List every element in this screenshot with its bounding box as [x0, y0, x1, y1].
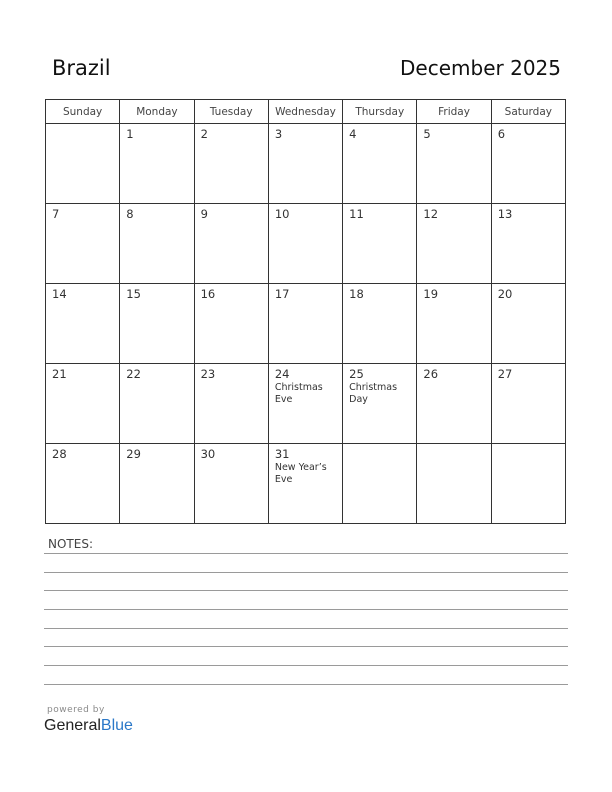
day-cell	[46, 124, 120, 204]
week-row	[46, 364, 566, 444]
note-line	[44, 590, 568, 591]
day-number: 1	[126, 127, 134, 141]
holiday-label: Christmas Day	[349, 382, 398, 405]
day-cell	[46, 364, 120, 444]
weekday-header: Sunday	[46, 100, 120, 124]
day-number: 27	[497, 367, 513, 381]
brand-name-part1: General	[44, 717, 101, 734]
weekday-header: Friday	[417, 100, 491, 124]
day-cell	[417, 444, 491, 524]
day-number: 12	[423, 207, 439, 221]
week-row	[46, 124, 566, 204]
day-cell	[491, 444, 565, 524]
weekday-header-row	[46, 100, 566, 124]
weekday-header: Wednesday	[268, 100, 342, 124]
day-number: 15	[126, 287, 141, 301]
powered-by-text: powered by	[47, 705, 105, 715]
day-number: 20	[497, 287, 513, 301]
day-cell	[417, 284, 491, 364]
day-number: 3	[274, 127, 283, 141]
day-cell	[46, 444, 120, 524]
day-cell	[120, 444, 194, 524]
weekday-header: Tuesday	[194, 100, 268, 124]
holiday-label: New Year’s Eve	[274, 462, 327, 485]
day-cell	[46, 204, 120, 284]
holiday-label: Christmas Eve	[274, 382, 323, 405]
day-cell	[343, 364, 417, 444]
day-number: 25	[349, 367, 364, 381]
notes-label: NOTES:	[48, 537, 93, 551]
day-number: 26	[423, 367, 439, 381]
day-cell	[120, 204, 194, 284]
day-cell	[491, 124, 565, 204]
note-line	[44, 684, 568, 685]
day-cell	[343, 284, 417, 364]
weekday-header: Saturday	[491, 100, 565, 124]
week-row	[46, 204, 566, 284]
country-title: Brazil	[52, 56, 111, 80]
day-number: 10	[274, 207, 290, 221]
note-line	[44, 628, 568, 629]
day-cell	[343, 204, 417, 284]
note-line	[44, 665, 568, 666]
day-cell	[491, 284, 565, 364]
day-number: 13	[497, 207, 513, 221]
note-line	[44, 572, 568, 573]
brand-logo	[44, 717, 133, 735]
day-cell	[268, 444, 342, 524]
day-cell	[268, 124, 342, 204]
weekday-header: Monday	[120, 100, 194, 124]
day-cell	[46, 284, 120, 364]
day-cell	[491, 204, 565, 284]
day-cell	[194, 364, 268, 444]
day-cell	[417, 204, 491, 284]
note-line	[44, 553, 568, 554]
note-line	[44, 609, 568, 610]
day-cell	[120, 284, 194, 364]
day-number: 2	[200, 127, 208, 141]
day-number: 18	[349, 287, 364, 301]
day-number: 11	[349, 207, 364, 221]
calendar-grid	[45, 99, 566, 524]
day-number: 19	[423, 287, 439, 301]
day-number: 21	[52, 367, 67, 381]
day-cell	[343, 444, 417, 524]
day-cell	[417, 364, 491, 444]
day-cell	[417, 124, 491, 204]
day-number: 14	[52, 287, 67, 301]
day-cell	[194, 284, 268, 364]
day-cell	[194, 124, 268, 204]
day-number: 22	[126, 367, 141, 381]
day-number: 29	[126, 447, 141, 461]
day-number: 9	[200, 207, 208, 221]
day-number: 17	[274, 287, 290, 301]
note-line	[44, 646, 568, 647]
week-row	[46, 444, 566, 524]
month-title: December 2025	[400, 56, 561, 80]
day-cell	[194, 444, 268, 524]
day-cell	[268, 204, 342, 284]
day-cell	[120, 364, 194, 444]
week-row	[46, 284, 566, 364]
day-number: 7	[52, 207, 60, 221]
day-number: 8	[126, 207, 134, 221]
day-number: 28	[52, 447, 67, 461]
day-number: 6	[497, 127, 506, 141]
day-cell	[120, 124, 194, 204]
weekday-header: Thursday	[343, 100, 417, 124]
day-cell	[268, 284, 342, 364]
day-number: 5	[423, 127, 431, 141]
day-number: 23	[200, 367, 216, 381]
day-cell	[343, 124, 417, 204]
day-number: 24	[274, 367, 290, 381]
day-number: 4	[349, 127, 357, 141]
day-number: 31	[274, 447, 290, 461]
day-number: 30	[200, 447, 216, 461]
day-cell	[194, 204, 268, 284]
day-cell	[491, 364, 565, 444]
brand-name-part2: Blue	[100, 717, 133, 734]
day-number: 16	[200, 287, 216, 301]
day-cell	[268, 364, 342, 444]
